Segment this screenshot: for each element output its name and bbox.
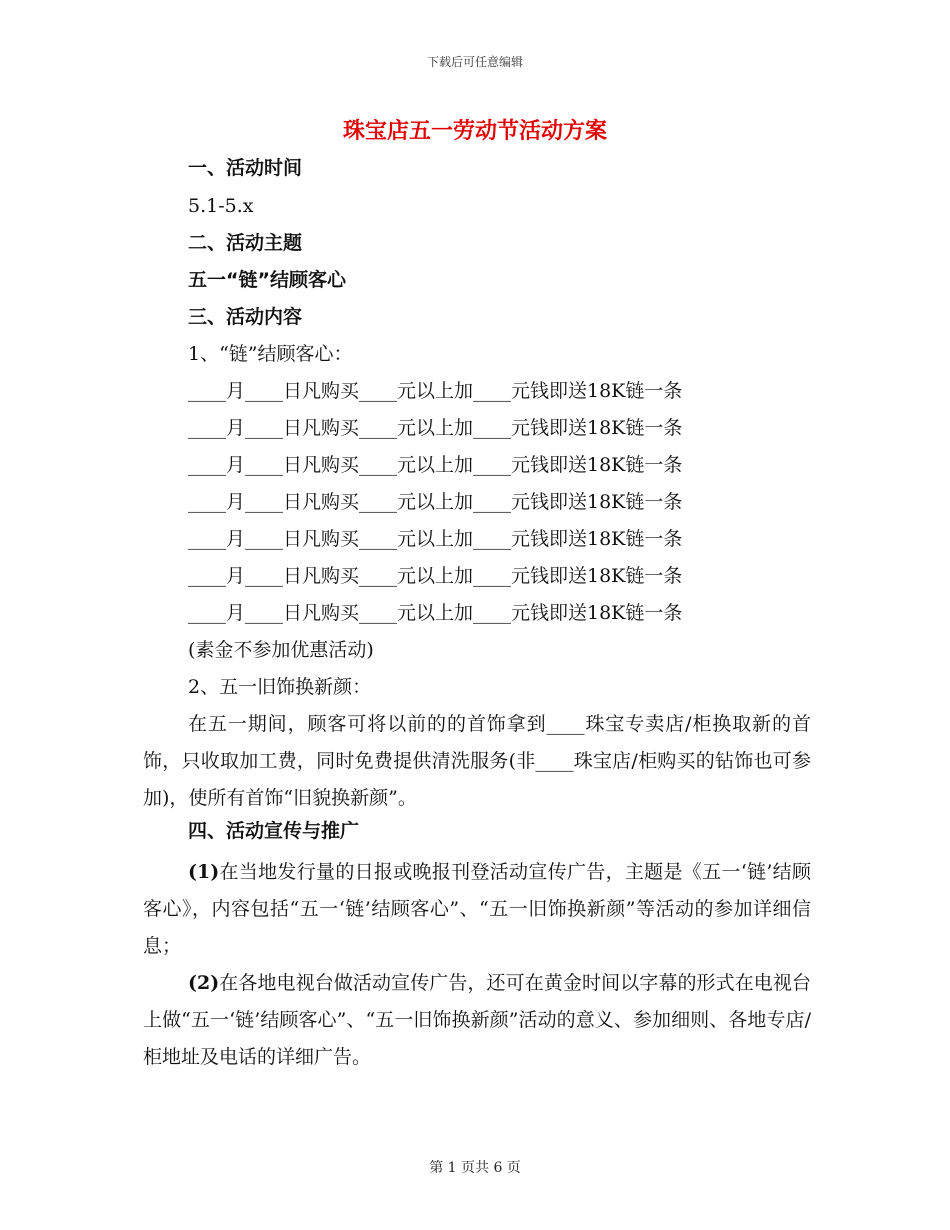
promotion-paragraph-2 (143, 965, 811, 1076)
section-heading-promotion: 四、活动宣传与推广 (188, 820, 360, 842)
paragraph-text: 在各地电视台做活动宣传广告，还可在黄金时间以字幕的形式在电视台上做“五一‘链’结顾客心”、“五一旧饰换新颜”活动的意义、参加细则、各地专店/柜地址及电话的详细广告。 (143, 972, 811, 1068)
promo-line: ____月____日凡购买____元以上加____元钱即送18K链一条 (188, 565, 683, 587)
item-2-paragraph: 在五一期间，顾客可将以前的的首饰拿到____珠宝专卖店/柜换取新的首饰，只收取加工费，同时免费提供清洗服务(非____珠宝店/柜购买的钻饰也可参加)，使所有首饰“旧貌换新颜”。 (143, 713, 811, 809)
page-header: 下载后可任意编辑 (426, 55, 523, 69)
page-footer: 第 1 页共 6 页 (429, 1160, 521, 1176)
paragraph-text: 在当地发行量的日报或晚报刊登活动宣传广告，主题是《五一‘链’结顾客心》，内容包括“五一‘链’结顾客心”、“五一旧饰换新颜”等活动的参加详细信息； (143, 861, 811, 957)
paragraph-number: (1) (188, 861, 220, 883)
promo-line: ____月____日凡购买____元以上加____元钱即送18K链一条 (188, 380, 683, 402)
item-2-title: 2、五一旧饰换新颜： (188, 676, 372, 698)
promo-note: (素金不参加优惠活动) (188, 639, 374, 661)
section-heading-content: 三、活动内容 (188, 306, 303, 328)
section-heading-time: 一、活动时间 (188, 157, 303, 179)
promo-line: ____月____日凡购买____元以上加____元钱即送18K链一条 (188, 528, 683, 550)
promo-line: ____月____日凡购买____元以上加____元钱即送18K链一条 (188, 491, 683, 513)
promo-line: ____月____日凡购买____元以上加____元钱即送18K链一条 (188, 417, 683, 439)
promo-line: ____月____日凡购买____元以上加____元钱即送18K链一条 (188, 602, 683, 624)
theme-text: 五一“链”结顾客心 (188, 269, 346, 291)
promo-line: ____月____日凡购买____元以上加____元钱即送18K链一条 (188, 454, 683, 476)
section-heading-theme: 二、活动主题 (188, 232, 303, 254)
activity-dates: 5.1-5.x (188, 195, 254, 217)
item-1-title: 1、“链”结顾客心： (188, 343, 353, 365)
document-title: 珠宝店五一劳动节活动方案 (342, 119, 607, 144)
promotion-paragraph-1 (143, 854, 811, 965)
paragraph-number: (2) (188, 972, 220, 994)
